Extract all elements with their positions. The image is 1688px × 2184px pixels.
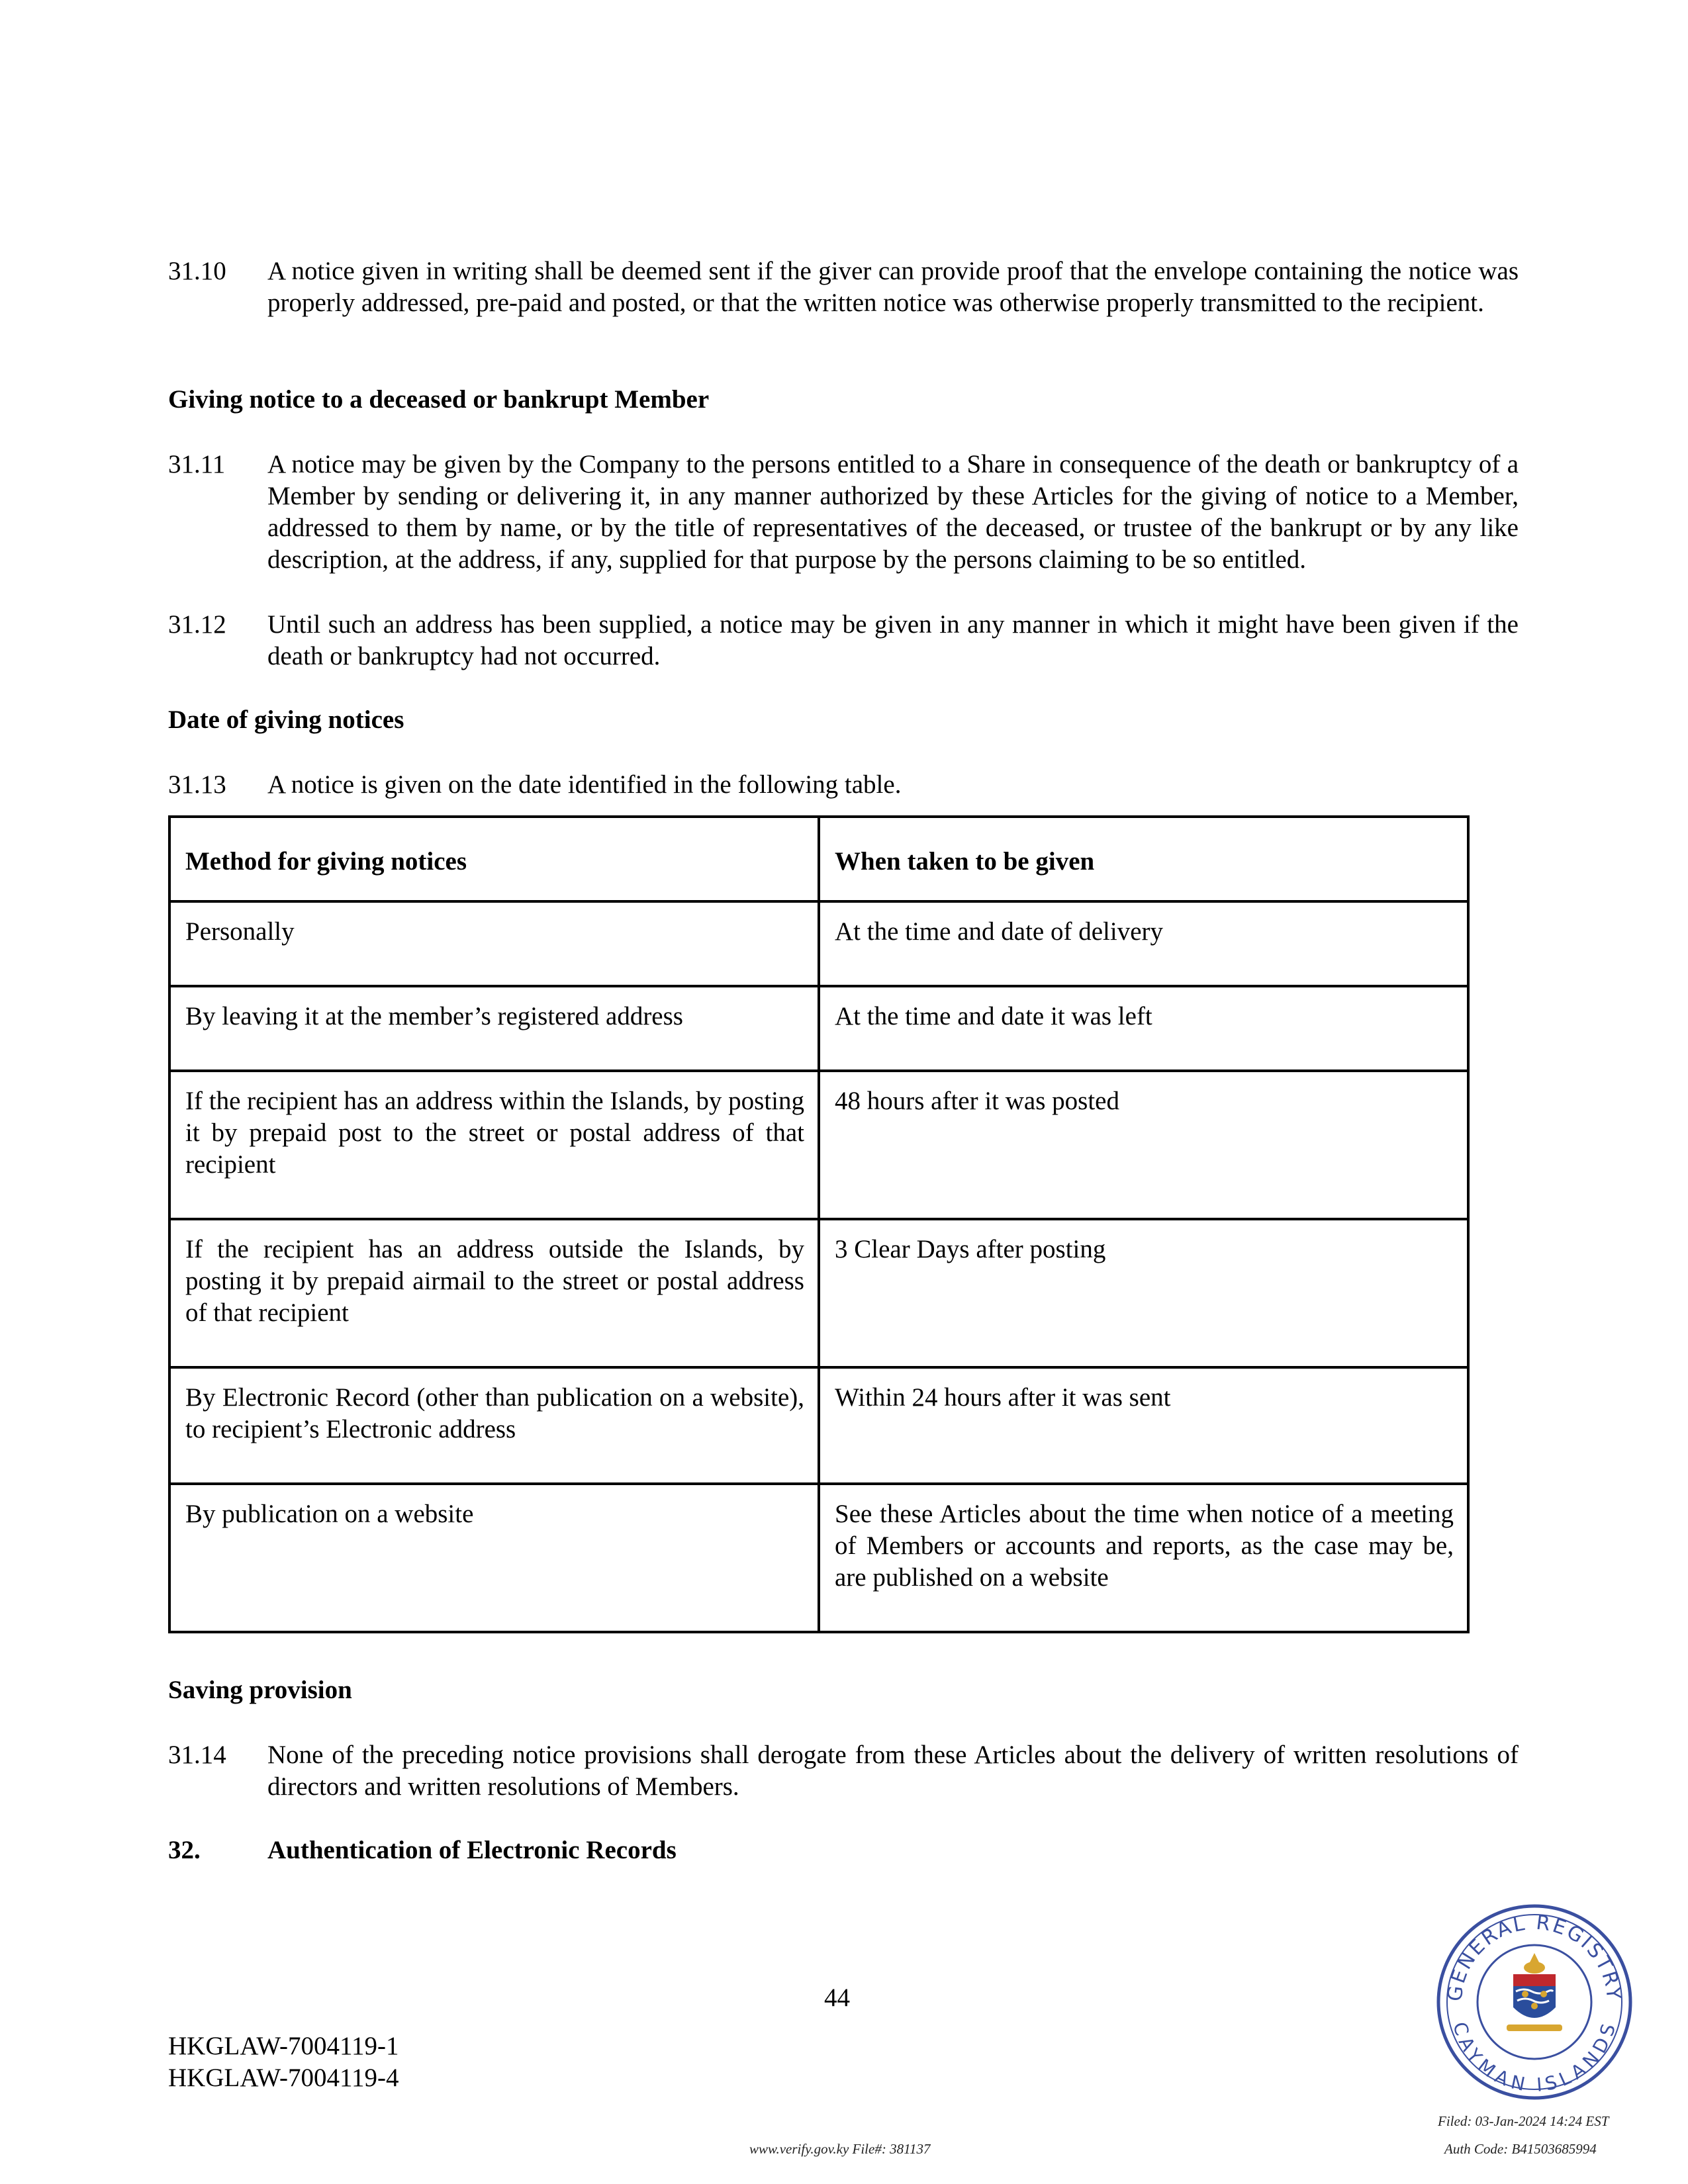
auth-code: Auth Code: B41503685994 xyxy=(1444,2141,1597,2157)
when-cell: At the time and date of delivery xyxy=(819,901,1468,986)
when-cell: At the time and date it was left xyxy=(819,986,1468,1071)
heading-saving-provision: Saving provision xyxy=(168,1676,352,1704)
table-row xyxy=(169,1071,1468,1219)
when-cell: See these Articles about the time when notice of a meeting of Members or accounts and reports, as the case may be, are published on a website xyxy=(819,1484,1468,1632)
table-header-row xyxy=(169,817,1468,901)
seal-top-text: GENERAL REGISTRY xyxy=(1443,1911,1626,2003)
method-cell: If the recipient has an address within the Islands, by posting it by prepaid post to the street or postal address of that recipient xyxy=(169,1071,819,1219)
method-cell: If the recipient has an address outside the Islands, by posting it by prepaid airmail to the street or postal address of that recipient xyxy=(169,1219,819,1367)
clause-number: 31.14 xyxy=(168,1741,226,1769)
coat-of-arms-icon xyxy=(1507,1953,1562,2031)
heading-date-of-notices: Date of giving notices xyxy=(168,705,404,734)
when-cell: Within 24 hours after it was sent xyxy=(819,1367,1468,1484)
paragraph-31-14 xyxy=(168,1739,1519,1803)
section-32-number: 32. xyxy=(168,1836,201,1864)
paragraph-31-12 xyxy=(168,609,1519,672)
clause-number: 31.12 xyxy=(168,610,226,639)
when-cell: 3 Clear Days after posting xyxy=(819,1219,1468,1367)
verify-url: www.verify.gov.ky File#: 381137 xyxy=(749,2141,931,2157)
clause-number: 31.13 xyxy=(168,770,226,799)
document-id-2: HKGLAW-7004119-4 xyxy=(168,2064,399,2092)
table-row xyxy=(169,986,1468,1071)
table-row xyxy=(169,901,1468,986)
table-header-method: Method for giving notices xyxy=(169,817,819,901)
filed-stamp: Filed: 03-Jan-2024 14:24 EST xyxy=(1438,2113,1609,2129)
page-number: 44 xyxy=(824,1983,850,2012)
when-cell: 48 hours after it was posted xyxy=(819,1071,1468,1219)
table-header-when: When taken to be given xyxy=(819,817,1468,901)
clause-text: A notice given in writing shall be deemed sent if the giver can provide proof that the envelope containing the notice was properly addressed, pre-paid and posted, or that the written notice was otherwise properly transmitted to the recipient. xyxy=(267,257,1519,317)
clause-text: A notice may be given by the Company to the persons entitled to a Share in consequence of the death or bankruptcy of a Member by sending or delivering it, in any manner authorized by these Articles for the giving of notice to a Member, addressed to them by name, or by the title of representatives of the deceased, or trustee of the bankrupt or by any like description, at the address, if any, supplied for that purpose by the persons claiming to be so entitled. xyxy=(267,450,1519,574)
clause-text: A notice is given on the date identified in the following table. xyxy=(267,770,902,799)
paragraph-31-13 xyxy=(168,769,1519,801)
heading-deceased-member: Giving notice to a deceased or bankrupt Member xyxy=(168,385,710,414)
clause-number: 31.10 xyxy=(168,257,226,285)
method-cell: By Electronic Record (other than publication on a website), to recipient’s Electronic address xyxy=(169,1367,819,1484)
table-row xyxy=(169,1484,1468,1632)
clause-number: 31.11 xyxy=(168,450,226,478)
section-32-title: Authentication of Electronic Records xyxy=(267,1836,677,1864)
method-cell: By leaving it at the member’s registered address xyxy=(169,986,819,1071)
table-row xyxy=(169,1367,1468,1484)
clause-text: Until such an address has been supplied, a notice may be given in any manner in which it might have been given if the death or bankruptcy had not occurred. xyxy=(267,610,1519,670)
table-row xyxy=(169,1219,1468,1367)
method-cell: Personally xyxy=(169,901,819,986)
general-registry-seal xyxy=(1435,1903,1634,2101)
paragraph-31-11 xyxy=(168,449,1519,576)
clause-text: None of the preceding notice provisions shall derogate from these Articles about the delivery of written resolutions of directors and written resolutions of Members. xyxy=(267,1741,1519,1801)
notice-methods-table xyxy=(168,815,1470,1633)
document-id-1: HKGLAW-7004119-1 xyxy=(168,2032,399,2060)
method-cell: By publication on a website xyxy=(169,1484,819,1632)
paragraph-31-10 xyxy=(168,255,1519,319)
seal-bottom-text: CAYMAN ISLANDS xyxy=(1448,2019,1620,2096)
